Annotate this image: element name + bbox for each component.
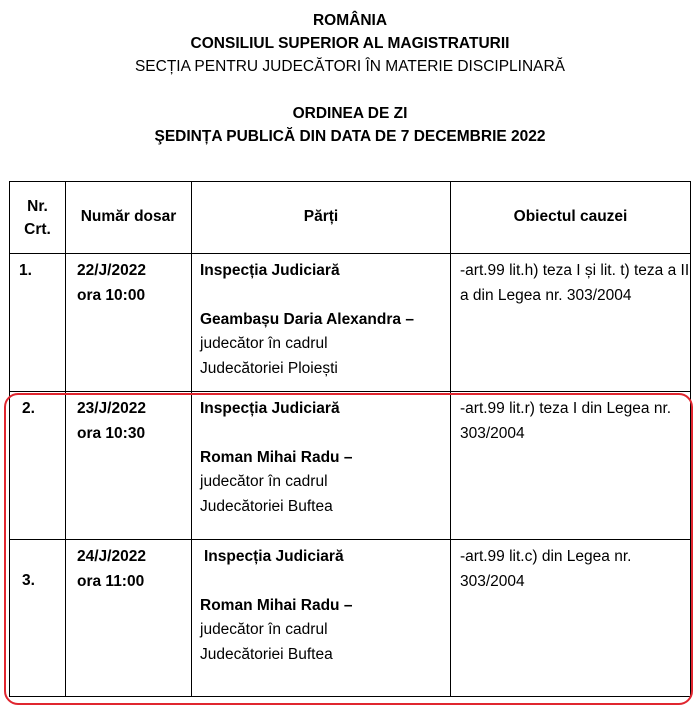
defendant: Roman Mihai Radu – xyxy=(200,596,353,614)
case-time: ora 10:30 xyxy=(77,424,146,442)
case-object: -art.99 lit.r) teza I din Legea nr. 303/2004 xyxy=(451,392,691,540)
case-number: 23/J/2022 xyxy=(77,400,146,417)
header-nr-line1: Nr. xyxy=(27,197,48,215)
case-time: ora 10:00 xyxy=(77,286,146,304)
institution-heading: CONSILIUL SUPERIOR AL MAGISTRATURII xyxy=(190,35,510,52)
parties-cell xyxy=(192,392,451,540)
header-nr-line2: Crt. xyxy=(24,220,51,238)
parties-cell xyxy=(192,254,451,392)
session-date-title: ŞEDINȚA PUBLICĂ DIN DATA DE 7 DECEMBRIE 2022 xyxy=(154,128,546,145)
defendant: Geambașu Daria Alexandra – xyxy=(200,310,414,328)
table-row xyxy=(10,392,691,540)
defendant-role-line1: judecător în cadrul xyxy=(200,335,328,352)
table-row xyxy=(10,254,691,392)
agenda-table xyxy=(9,181,691,697)
header-nr-crt xyxy=(10,182,66,254)
country-heading: ROMÂNIA xyxy=(312,12,388,29)
header-numar-dosar: Număr dosar xyxy=(66,182,192,254)
header-parti: Părți xyxy=(192,182,451,254)
row-number: 2. xyxy=(10,392,66,540)
defendant-role-line2: Judecătoriei Buftea xyxy=(200,645,333,663)
table-header-row xyxy=(10,182,691,254)
case-object: -art.99 lit.c) din Legea nr. 303/2004 xyxy=(451,540,691,697)
plaintiff: Inspecția Judiciară xyxy=(204,548,344,565)
case-number: 24/J/2022 xyxy=(77,548,146,565)
row-number: 1. xyxy=(10,254,66,392)
plaintiff: Inspecția Judiciară xyxy=(200,400,340,417)
section-heading: SECȚIA PENTRU JUDECĂTORI ÎN MATERIE DISCIPLINARĂ xyxy=(134,58,566,75)
row-number: 3. xyxy=(10,540,66,697)
parties-cell xyxy=(192,540,451,697)
defendant-role-line1: judecător în cadrul xyxy=(200,473,328,490)
case-cell xyxy=(66,540,192,697)
agenda-title: ORDINEA DE ZI xyxy=(292,105,408,122)
defendant-role-line1: judecător în cadrul xyxy=(200,621,328,638)
case-cell xyxy=(66,392,192,540)
case-time: ora 11:00 xyxy=(77,572,145,590)
plaintiff: Inspecția Judiciară xyxy=(200,262,340,279)
case-cell xyxy=(66,254,192,392)
defendant-role-line2: Judecătoriei Ploiești xyxy=(200,359,338,377)
case-number: 22/J/2022 xyxy=(77,262,146,279)
defendant: Roman Mihai Radu – xyxy=(200,448,353,466)
table-row xyxy=(10,540,691,697)
defendant-role-line2: Judecătoriei Buftea xyxy=(200,497,333,515)
case-object: -art.99 lit.h) teza I și lit. t) teza a II a din Legea nr. 303/2004 xyxy=(451,254,691,392)
header-obiect: Obiectul cauzei xyxy=(451,182,691,254)
